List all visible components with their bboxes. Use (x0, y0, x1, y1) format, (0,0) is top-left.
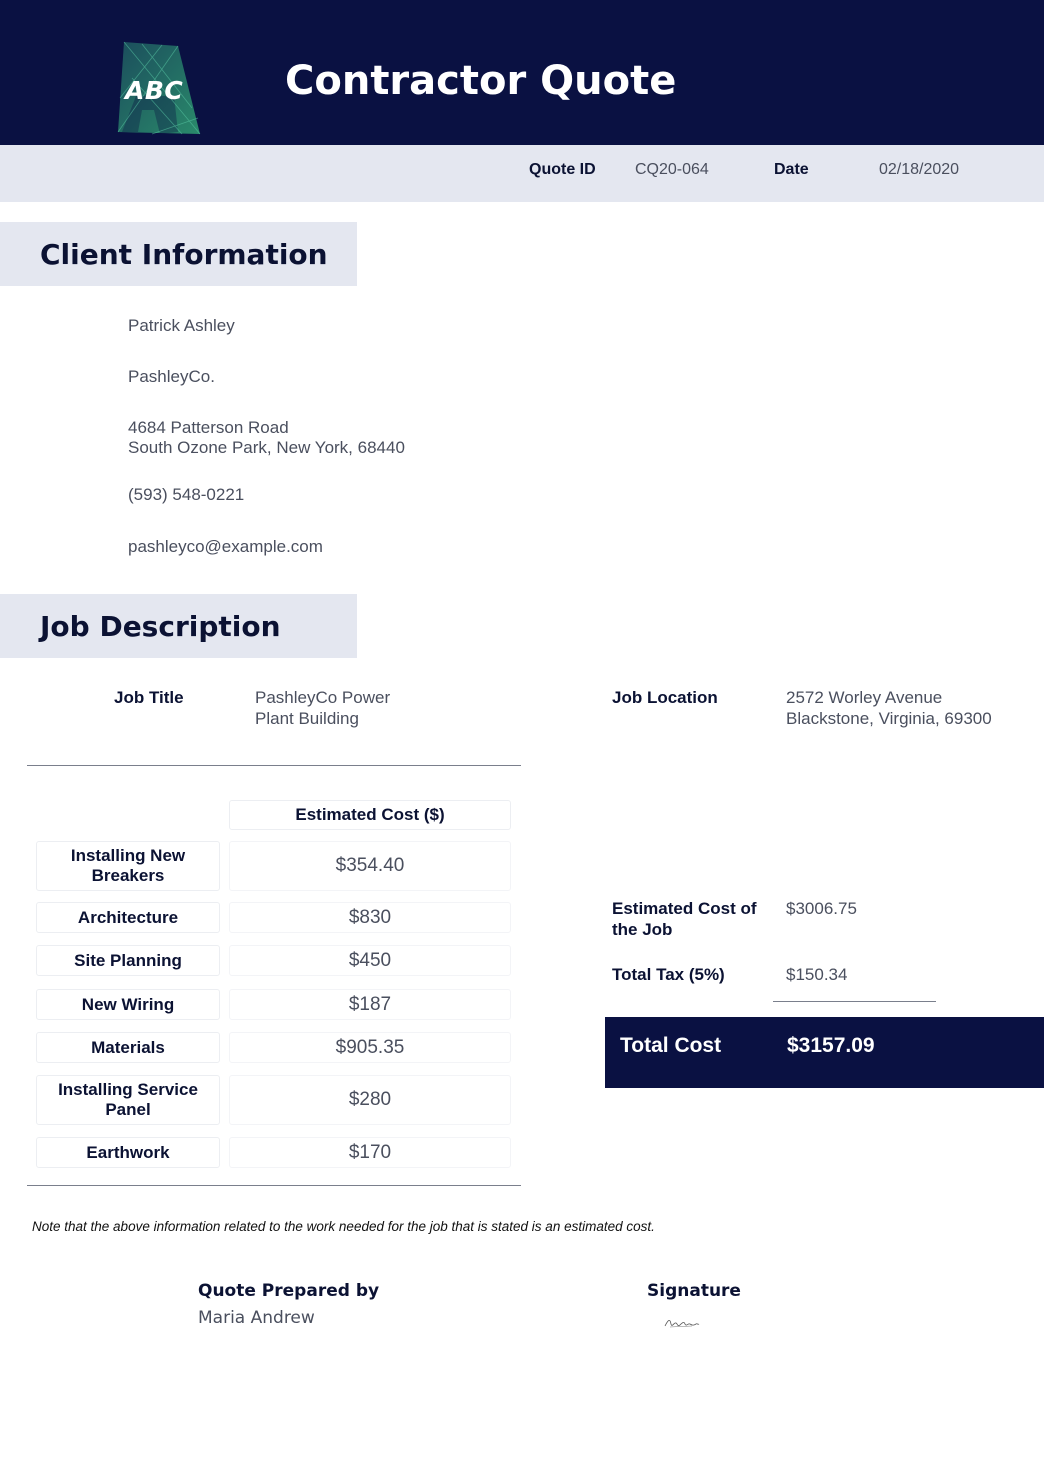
cost-item-value: $830 (229, 902, 511, 933)
prepared-by-name: Maria Andrew (198, 1308, 315, 1328)
cost-item-value: $905.35 (229, 1032, 511, 1063)
signature-label: Signature (647, 1281, 741, 1301)
job-title-line1: PashleyCo Power (255, 688, 391, 707)
client-company: PashleyCo. (128, 367, 215, 386)
job-title-line2: Plant Building (255, 709, 359, 728)
cost-item-value: $450 (229, 945, 511, 976)
cost-item-value: $170 (229, 1137, 511, 1168)
quote-id-value: CQ20-064 (635, 161, 709, 178)
cost-item-label: Installing New Breakers (36, 841, 220, 891)
client-heading-text: Client Information (40, 238, 328, 271)
client-phone: (593) 548-0221 (128, 485, 245, 504)
job-location-line1: 2572 Worley Avenue (786, 688, 943, 707)
total-cost-value: $3157.09 (787, 1034, 875, 1057)
signature-icon (662, 1314, 702, 1332)
client-email: pashleyco@example.com (128, 537, 323, 556)
cost-item-value: $280 (229, 1075, 511, 1125)
page-title: Contractor Quote (285, 58, 677, 104)
quote-id-label: Quote ID (529, 161, 596, 178)
logo-text: ABC (125, 76, 184, 105)
client-section-heading (0, 222, 357, 286)
cost-item-value: $354.40 (229, 841, 511, 891)
cost-item-label: Site Planning (36, 945, 220, 976)
job-section-heading (0, 594, 357, 658)
summary-divider (773, 1001, 936, 1002)
divider-top (27, 765, 521, 766)
client-name: Patrick Ashley (128, 316, 235, 335)
meta-bar (0, 145, 1044, 202)
client-address-line1: 4684 Patterson Road (128, 418, 289, 437)
total-tax-value: $150.34 (786, 965, 848, 984)
cost-item-label: Materials (36, 1032, 220, 1063)
cost-item-label: New Wiring (36, 989, 220, 1020)
cost-item-label: Architecture (36, 902, 220, 933)
divider-bottom (27, 1185, 521, 1186)
cost-item-label: Earthwork (36, 1137, 220, 1168)
date-value: 02/18/2020 (879, 161, 960, 178)
prepared-by-label: Quote Prepared by (198, 1281, 380, 1301)
estimate-note: Note that the above information related to the work needed for the job that is stated is an estimated cost. (32, 1219, 655, 1234)
cost-item-value: $187 (229, 989, 511, 1020)
estimated-cost-header: Estimated Cost ($) (229, 800, 511, 830)
estimated-cost-label: Estimated Cost of the Job (612, 899, 757, 939)
job-location-line2: Blackstone, Virginia, 69300 (786, 709, 992, 728)
job-location-label: Job Location (612, 688, 718, 707)
total-tax-label: Total Tax (5%) (612, 965, 725, 984)
total-cost-label: Total Cost (620, 1034, 722, 1057)
estimated-cost-value: $3006.75 (786, 899, 857, 918)
date-label: Date (774, 161, 809, 178)
job-heading-text: Job Description (40, 610, 281, 643)
job-title-label: Job Title (114, 688, 184, 707)
client-address-line2: South Ozone Park, New York, 68440 (128, 438, 405, 457)
cost-item-label: Installing Service Panel (36, 1075, 220, 1125)
